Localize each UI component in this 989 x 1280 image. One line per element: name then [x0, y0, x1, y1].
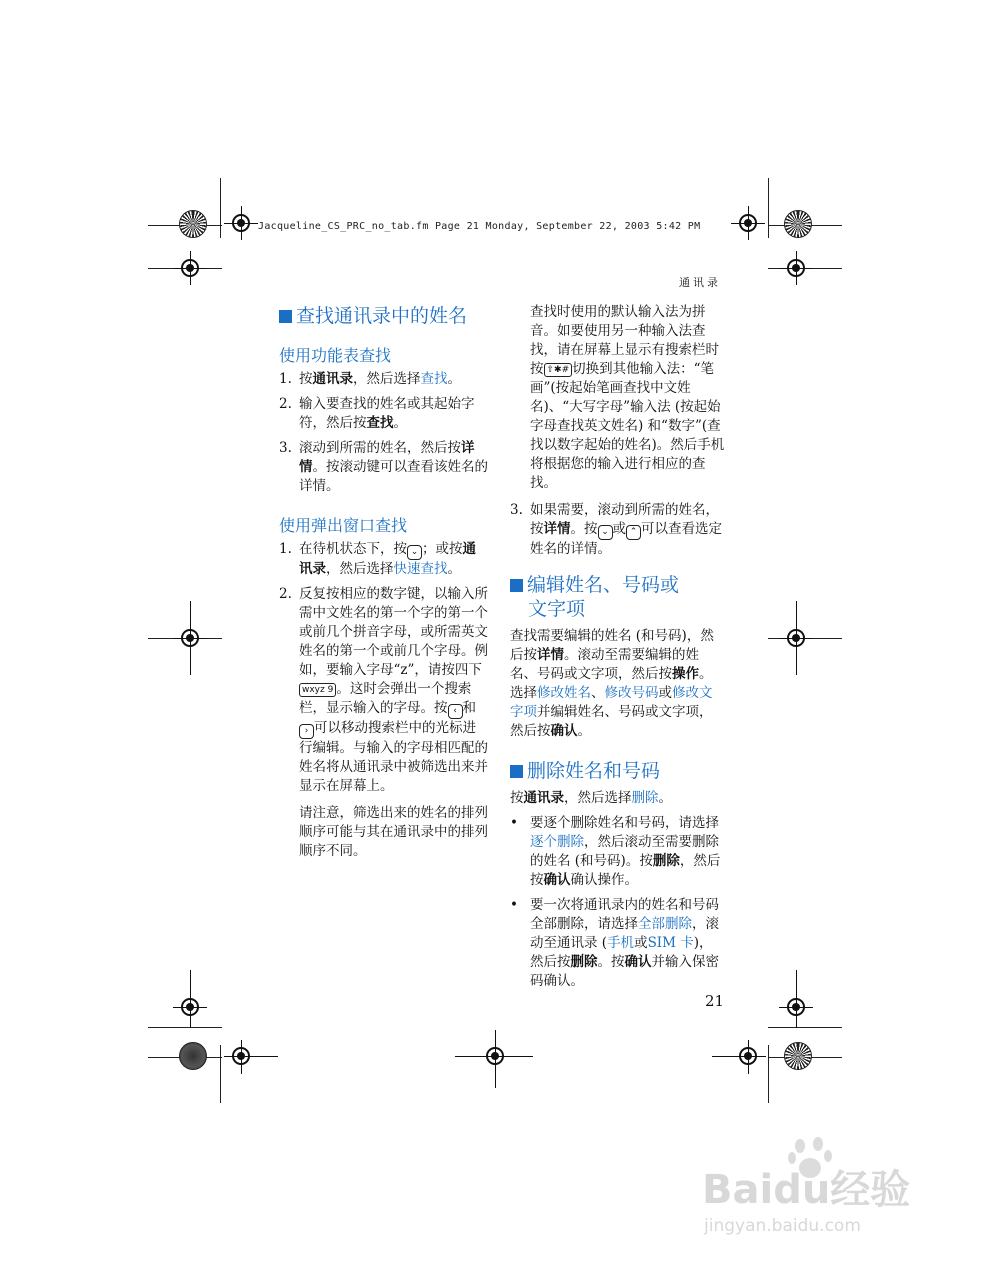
menu-option-link: 快速查找 [393, 561, 448, 577]
left-column [279, 304, 489, 861]
delete-intro: 按通讯录，然后选择删除。 [510, 790, 672, 806]
list-item: 3. 如果需要，滚动到所需的姓名，按详情。按 ⌄ 或 ⌃ 可以查看选定姓名的详情。 [510, 502, 722, 557]
nav-down-key-icon: ⌄ [598, 525, 613, 540]
page-number: 21 [705, 992, 725, 1010]
list-item: 1. 在待机状态下，按 ⌄ ；或按通讯录，然后选择快速查找。 [279, 541, 476, 577]
pinwheel-mark-icon [784, 210, 812, 238]
menu-option-link: 删除 [631, 790, 659, 806]
list-item: 2. 输入要查找的姓名或其起始字符，然后按查找。 [279, 396, 475, 431]
menu-option-link: 逐个删除 [530, 834, 584, 850]
section-title-edit: 编辑姓名、号码或 文字项 [510, 573, 725, 621]
menu-option-link: 修改号码 [604, 685, 659, 701]
menu-option-link: 修改姓名 [537, 685, 591, 701]
menu-option-link: 查找 [420, 371, 448, 387]
menu-option-link: 修改文字项 [510, 685, 713, 720]
list-item: • 要逐个删除姓名和号码，请选择逐个删除，然后滚动至需要删除的姓名 (和号码)。按删除，然后按确认确认操作。 [510, 815, 721, 888]
list-item: 1. 按通讯录，然后选择查找。 [279, 371, 461, 387]
bullet-icon: • [510, 897, 518, 913]
pinwheel-mark-icon [179, 1042, 207, 1070]
nav-left-key-icon: ‹ [448, 704, 463, 719]
section-title-search: 查找通讯录中的姓名 [279, 304, 489, 328]
pinwheel-mark-icon [179, 210, 207, 238]
pinwheel-mark-icon [784, 1042, 812, 1070]
list-item: 2. 反复按相应的数字键，以输入所需中文姓名的第一个字的第一个或前几个拼音字母，或所需英文姓名的第一个或前几个字母。例如，要输入字母“z”，请按四下wxyz 9 。这时会弹出一个搜索栏，显示输入的字母。按 ‹ 和› 可以移动搜索栏中的光标进行编辑。与输入的字母相匹配的姓名将从通讯录中被筛选出来并显示在屏幕上。 [279, 586, 488, 794]
delete-options-list [510, 814, 725, 991]
list-item: • 要一次将通讯录内的姓名和号码全部删除，请选择全部删除，滚动至通讯录 (手机或SIM 卡)，然后按删除。按确认并输入保密码确认。 [510, 897, 719, 989]
menu-search-steps [279, 370, 489, 496]
watermark [700, 1136, 940, 1246]
nav-down-key-icon: ⌄ [407, 545, 422, 560]
menu-option-link: 全部删除 [638, 916, 692, 932]
nav-up-key-icon: ⌃ [626, 525, 641, 540]
watermark-url: jingyan.baidu.com [704, 1216, 861, 1236]
section-square-icon [510, 579, 523, 592]
section-title-delete: 删除姓名和号码 [510, 759, 725, 783]
watermark-brand: Baidu经验 [702, 1167, 911, 1213]
section-square-icon [510, 765, 523, 778]
list-item: 3. 滚动到所需的姓名，然后按详情。按滚动键可以查看该姓名的详情。 [279, 440, 488, 494]
continued-paragraph: 查找时使用的默认输入法为拼音。如要使用另一种输入法查找，请在屏幕上显示有搜索栏时按 ⇧✱# 切换到其他输入法：“笔画”(按起始笔画查找中文姓名)、“大写字母”输入法 (按起始字母查找英文姓名) 和“数字”(查找以数字起始的姓名)。然后手机将根据您的输入进行相应的查找。 [530, 304, 725, 491]
key-9-icon: wxyz 9 [299, 683, 336, 697]
file-info-line: Jacqueline_CS_PRC_no_tab.fm Page 21 Monday, September 22, 2003 5:42 PM [258, 221, 701, 232]
edit-paragraph: 查找需要编辑的姓名 (和号码)，然后按详情。滚动至需要编辑的姓名、号码或文字项，然后按操作。选择修改姓名、修改号码或修改文字项并编辑姓名、号码或文字项，然后按确认。 [510, 628, 714, 739]
menu-option-link: 手机 [607, 935, 635, 951]
nav-right-key-icon: › [299, 724, 314, 739]
subsection-title-popup-search: 使用弹出窗口查找 [279, 516, 408, 535]
running-title: 通讯录 [679, 276, 721, 289]
right-column [510, 303, 725, 997]
note-paragraph: 请注意，筛选出来的姓名的排列顺序可能与其在通讯录中的排列顺序不同。 [299, 805, 488, 859]
input-switch-key-icon: ⇧✱# [544, 363, 573, 377]
section-square-icon [279, 310, 292, 323]
menu-option-link: SIM 卡 [647, 935, 694, 951]
bullet-icon: • [510, 815, 518, 831]
subsection-title-menu-search: 使用功能表查找 [279, 346, 392, 365]
popup-search-steps [279, 540, 489, 796]
details-step [510, 501, 725, 559]
